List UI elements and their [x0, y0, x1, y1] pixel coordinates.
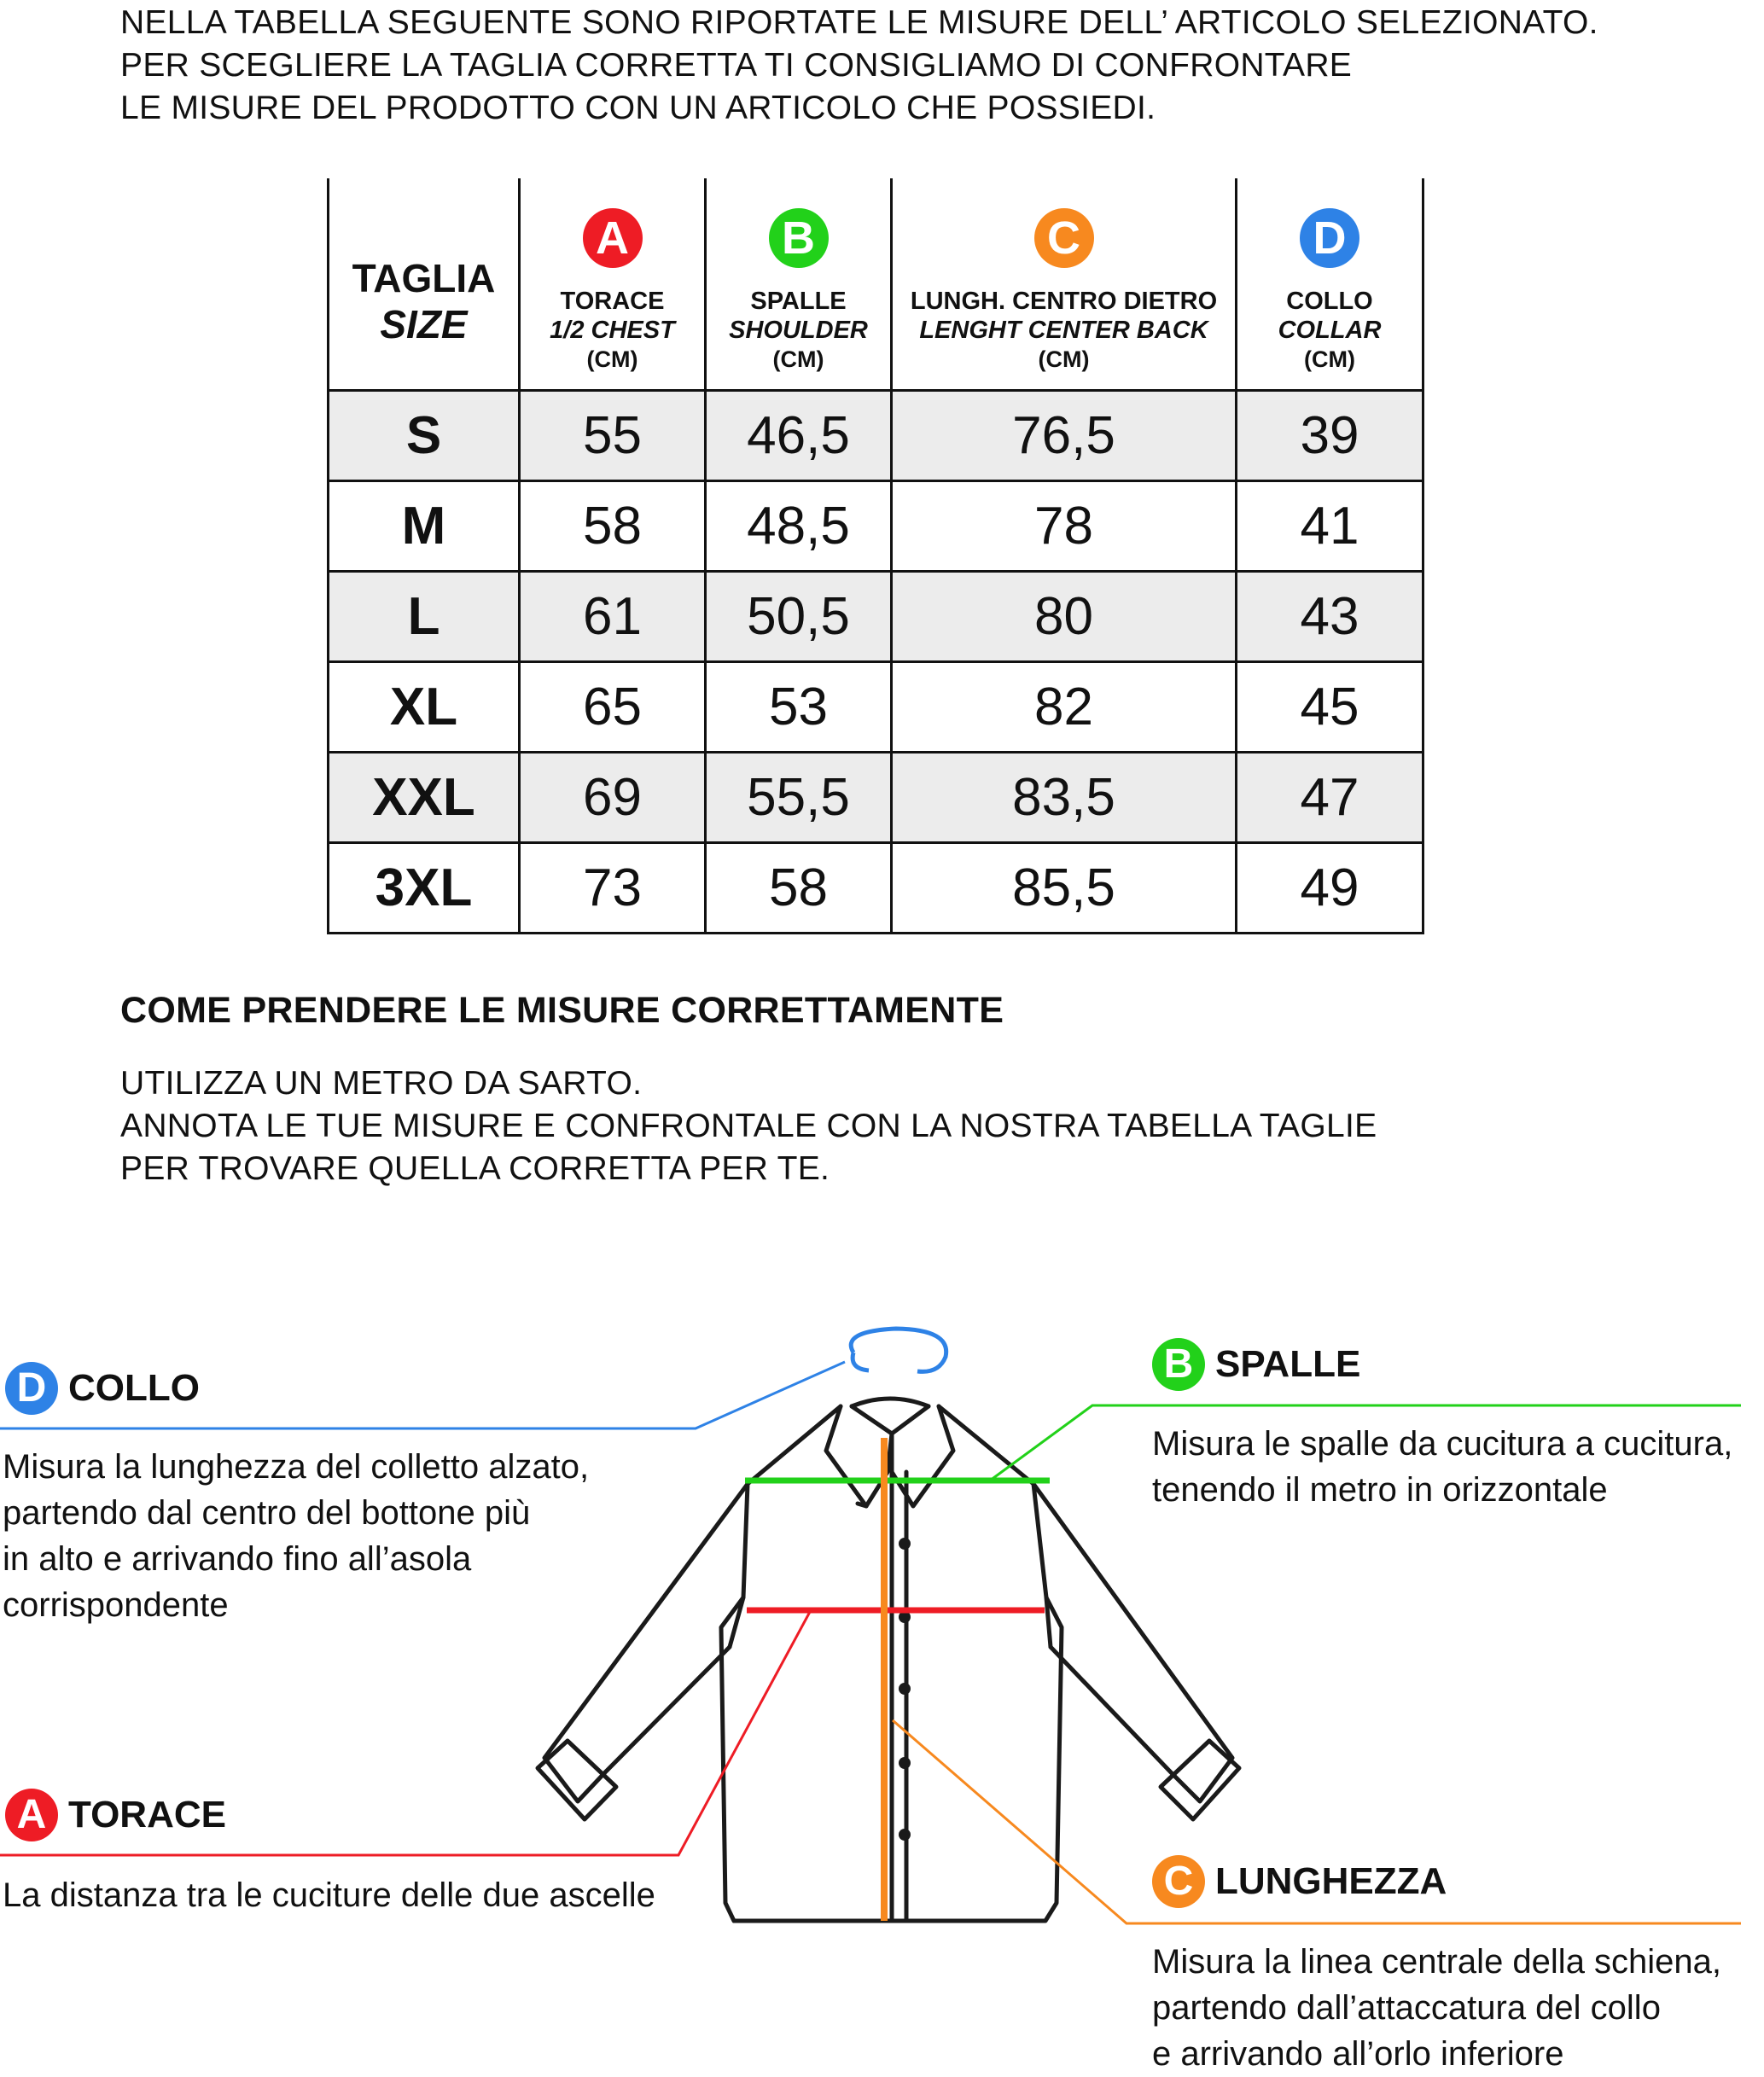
lunghezza-title: LUNGHEZZA: [1215, 1860, 1447, 1902]
badge-c-icon: C: [1034, 208, 1094, 268]
lunghezza-label: [1152, 1855, 1447, 1908]
column-label-en: COLLAR: [1278, 317, 1382, 344]
length-cell: 82: [892, 662, 1237, 753]
length-cell: 85,5: [892, 843, 1237, 934]
chest-cell: 61: [520, 572, 706, 662]
length-cell: 76,5: [892, 391, 1237, 481]
chest-cell: 58: [520, 481, 706, 572]
column-unit: (CM): [586, 346, 638, 372]
chest-cell: 73: [520, 843, 706, 934]
shoulder-cell: 53: [706, 662, 892, 753]
spalle-line: tenendo il metro in orizzontale: [1152, 1471, 1608, 1509]
badge-b-icon: B: [769, 208, 829, 268]
spalle-description: [1152, 1421, 1732, 1513]
badge-a-icon: A: [5, 1789, 58, 1841]
collar-cell: 45: [1237, 662, 1423, 753]
shoulder-cell: 55,5: [706, 753, 892, 843]
length-cell: 83,5: [892, 753, 1237, 843]
torace-label: [5, 1789, 226, 1841]
length-cell: 78: [892, 481, 1237, 572]
how-to-line: ANNOTA LE TUE MISURE E CONFRONTALE CON LA NOSTRA TABELLA TAGLIE: [120, 1108, 1377, 1144]
shirt-outline-icon: [538, 1399, 1239, 1921]
column-label: COLLO: [1286, 288, 1373, 315]
spalle-line: Misura le spalle da cucitura a cucitura,: [1152, 1425, 1733, 1463]
collar-cell: 43: [1237, 572, 1423, 662]
spalle-label: [1152, 1338, 1360, 1391]
collar-measure-loop: [851, 1329, 946, 1371]
column-label: SPALLE: [750, 288, 847, 315]
column-label-en: 1/2 CHEST: [550, 317, 675, 344]
collo-description: [3, 1444, 589, 1628]
lunghezza-line: Misura la linea centrale della schiena,: [1152, 1943, 1722, 1981]
collar-cell: 41: [1237, 481, 1423, 572]
collo-label: [5, 1362, 200, 1415]
collo-title: COLLO: [68, 1367, 200, 1409]
torace-description: [3, 1872, 655, 1918]
how-to-title: COME PRENDERE LE MISURE CORRETTAMENTE: [120, 990, 1004, 1031]
size-header-label-en: SIZE: [380, 301, 468, 346]
collo-line: Misura la lunghezza del colletto alzato,: [3, 1448, 590, 1486]
chest-cell: 65: [520, 662, 706, 753]
badge-a-icon: A: [583, 208, 643, 268]
badge-b-icon: B: [1152, 1338, 1205, 1391]
size-cell: M: [329, 481, 520, 572]
column-unit: (CM): [1038, 346, 1090, 372]
size-header-label: TAGLIA: [352, 255, 496, 300]
length-cell: 80: [892, 572, 1237, 662]
shoulder-cell: 50,5: [706, 572, 892, 662]
badge-c-icon: C: [1152, 1855, 1205, 1908]
collar-cell: 47: [1237, 753, 1423, 843]
collo-line: partendo dal centro del bottone più: [3, 1494, 531, 1532]
badge-d-icon: D: [1300, 208, 1359, 268]
intro-line: LE MISURE DEL PRODOTTO CON UN ARTICOLO CHE POSSIEDI.: [120, 90, 1156, 126]
size-cell: S: [329, 391, 520, 481]
lunghezza-line: partendo dall’attaccatura del collo: [1152, 1989, 1661, 2027]
column-label: TORACE: [560, 288, 665, 315]
shoulder-cell: 58: [706, 843, 892, 934]
how-to-line: UTILIZZA UN METRO DA SARTO.: [120, 1065, 643, 1102]
intro-line: PER SCEGLIERE LA TAGLIA CORRETTA TI CONSIGLIAMO DI CONFRONTARE: [120, 47, 1353, 84]
column-unit: (CM): [1304, 346, 1355, 372]
collar-cell: 39: [1237, 391, 1423, 481]
chest-cell: 69: [520, 753, 706, 843]
how-to-line: PER TROVARE QUELLA CORRETTA PER TE.: [120, 1150, 830, 1187]
spalle-title: SPALLE: [1215, 1343, 1361, 1385]
torace-line: La distanza tra le cuciture delle due ascelle: [3, 1876, 655, 1914]
column-label-en: LENGHT CENTER BACK: [919, 317, 1208, 344]
collo-line: in alto e arrivando fino all’asola: [3, 1540, 472, 1578]
column-unit: (CM): [772, 346, 824, 372]
size-cell: L: [329, 572, 520, 662]
torace-title: TORACE: [68, 1794, 226, 1836]
size-cell: XL: [329, 662, 520, 753]
chest-cell: 55: [520, 391, 706, 481]
column-label: LUNGH. CENTRO DIETRO: [910, 288, 1218, 315]
shoulder-cell: 48,5: [706, 481, 892, 572]
collar-cell: 49: [1237, 843, 1423, 934]
lunghezza-description: [1152, 1939, 1721, 2077]
badge-d-icon: D: [5, 1362, 58, 1415]
collo-line: corrispondente: [3, 1586, 229, 1624]
shoulder-cell: 46,5: [706, 391, 892, 481]
size-cell: 3XL: [329, 843, 520, 934]
intro-line: NELLA TABELLA SEGUENTE SONO RIPORTATE LE MISURE DELL’ ARTICOLO SELEZIONATO.: [120, 4, 1598, 41]
column-label-en: SHOULDER: [729, 317, 868, 344]
lunghezza-line: e arrivando all’orlo inferiore: [1152, 2035, 1564, 2073]
size-cell: XXL: [329, 753, 520, 843]
